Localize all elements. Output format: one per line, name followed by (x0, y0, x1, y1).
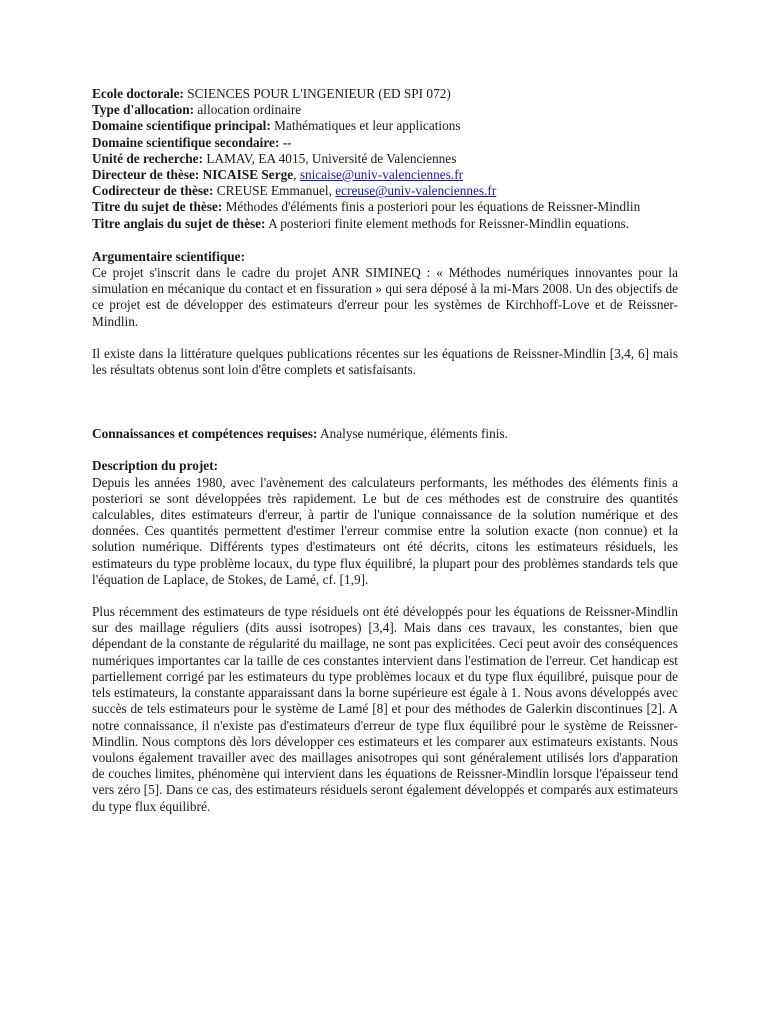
allocation-label: Type d'allocation: (92, 102, 195, 118)
domaine-principal-line (92, 118, 678, 134)
titre-anglais-line (92, 216, 678, 232)
directeur-label: Directeur de thèse: (92, 167, 200, 183)
description-heading: Description du projet: (92, 458, 219, 474)
description-paragraph-1: Depuis les années 1980, avec l'avènement des calculateurs performants, les méthodes des éléments finis a posteriori se sont développées très rapidement. Le but de ces méthodes est de construire des quantités calculables, dites estimateurs d'erreur, à partir de l'unique connaissance de la solution numérique et des données. Ces quantités permettent d'estimer l'erreur commise entre la solution exacte (non connue) et la solution numérique. Différents types d'estimateurs ont été décrits, citons les estimateurs résiduels, les estimateurs du type problème locaux, du type flux équilibré, la plupart pour des problèmes standards tels que l'équation de Laplace, de Stokes, de Lamé, cf. [1,9]. (92, 474, 678, 587)
ecole-doctorale-value: SCIENCES POUR L'INGENIEUR (ED SPI 072) (187, 86, 451, 101)
ecole-doctorale-label: Ecole doctorale: (92, 86, 184, 101)
codirecteur-label: Codirecteur de thèse: (92, 183, 214, 199)
domaine-secondaire-value: -- (282, 134, 292, 150)
directeur-line (92, 167, 678, 183)
codirecteur-line (92, 183, 678, 199)
argumentaire-paragraph-2: Il existe dans la littérature quelques publications récentes sur les équations de Reissner-Mindlin [3,4, 6] mais les résultats obtenus sont loin d'être complets et satisfaisants. (92, 345, 678, 378)
directeur-name: NICAISE Serge (202, 167, 294, 183)
codirecteur-name: CREUSE Emmanuel, (216, 183, 332, 199)
titre-anglais-label: Titre anglais du sujet de thèse: (92, 215, 266, 231)
domaine-principal-label: Domaine scientifique principal: (92, 118, 271, 134)
titre-value: Méthodes d'éléments finis a posteriori pour les équations de Reissner-Mindlin (225, 199, 641, 215)
connaissances-value: Analyse numérique, éléments finis. (320, 426, 508, 442)
document-page (92, 86, 678, 815)
titre-label: Titre du sujet de thèse: (92, 199, 223, 215)
titre-line (92, 199, 678, 215)
argumentaire-heading: Argumentaire scientifique: (92, 248, 246, 264)
domaine-secondaire-label: Domaine scientifique secondaire: (92, 134, 280, 150)
connaissances-line (92, 426, 678, 442)
titre-anglais-value: A posteriori finite element methods for Reissner-Mindlin equations. (268, 215, 629, 231)
ecole-doctorale-line (92, 86, 678, 102)
allocation-line (92, 102, 678, 118)
domaine-principal-value: Mathématiques et leur applications (274, 118, 461, 134)
unite-label: Unité de recherche: (92, 150, 204, 166)
codirecteur-email-link[interactable]: ecreuse@univ-valenciennes.fr (335, 183, 497, 199)
description-paragraph-2: Plus récemment des estimateurs de type résiduels ont été développés pour les équations de Reissner-Mindlin sur des maillage réguliers (dits aussi isotropes) [3,4]. Mais dans ces travaux, les constantes, bien que dépendant de la constante de régularité du maillage, ne sont pas explicitées. Ceci peut avoir des conséquences numériques importantes car la taille de ces constantes intervient dans l'estimation de l'erreur. Cet handicap est partiellement corrigé par les estimateurs du type problèmes locaux et du type flux équilibré, puisque pour de tels estimateurs, la constante apparaissant dans la borne supérieure est égale à 1. Nous avons développés avec succès de tels estimateurs pour le système de Lamé [8] et pour des méthodes de Galerkin discontinues [2]. A notre connaissance, il n'existe pas d'estimateurs d'erreur de type flux équilibré pour le système de Reissner-Mindlin. Nous comptons dès lors développer ces estimateurs et les comparer aux estimateurs existants. Nous voulons également travailler avec des maillages anisotropes qui sont généralement utilisés lors d'apparation de couches limites, phénomène qui intervient dans les équations de Reissner-Mindlin lorsque l'épaisseur tend vers zéro [5]. Dans ce cas, des estimateurs résiduels seront également développés et comparés aux estimateurs du type flux équilibré. (92, 604, 678, 814)
unite-value: LAMAV, EA 4015, Université de Valenciennes (206, 150, 457, 166)
domaine-secondaire-line (92, 135, 678, 151)
directeur-sep: , (293, 167, 297, 183)
allocation-value: allocation ordinaire (197, 102, 302, 118)
unite-line (92, 151, 678, 167)
connaissances-label: Connaissances et compétences requises: (92, 426, 318, 442)
directeur-email-link[interactable]: snicaise@univ-valenciennes.fr (299, 167, 464, 183)
argumentaire-paragraph-1: Ce projet s'inscrit dans le cadre du projet ANR SIMINEQ : « Méthodes numériques innovantes pour la simulation en mécanique du contact et en fissuration » qui sera déposé à la mi-Mars 2008. Un des objectifs de ce projet est de développer des estimateurs d'erreur pour les systèmes de Kirchhoff-Love et de Reissner-Mindlin. (92, 265, 678, 329)
